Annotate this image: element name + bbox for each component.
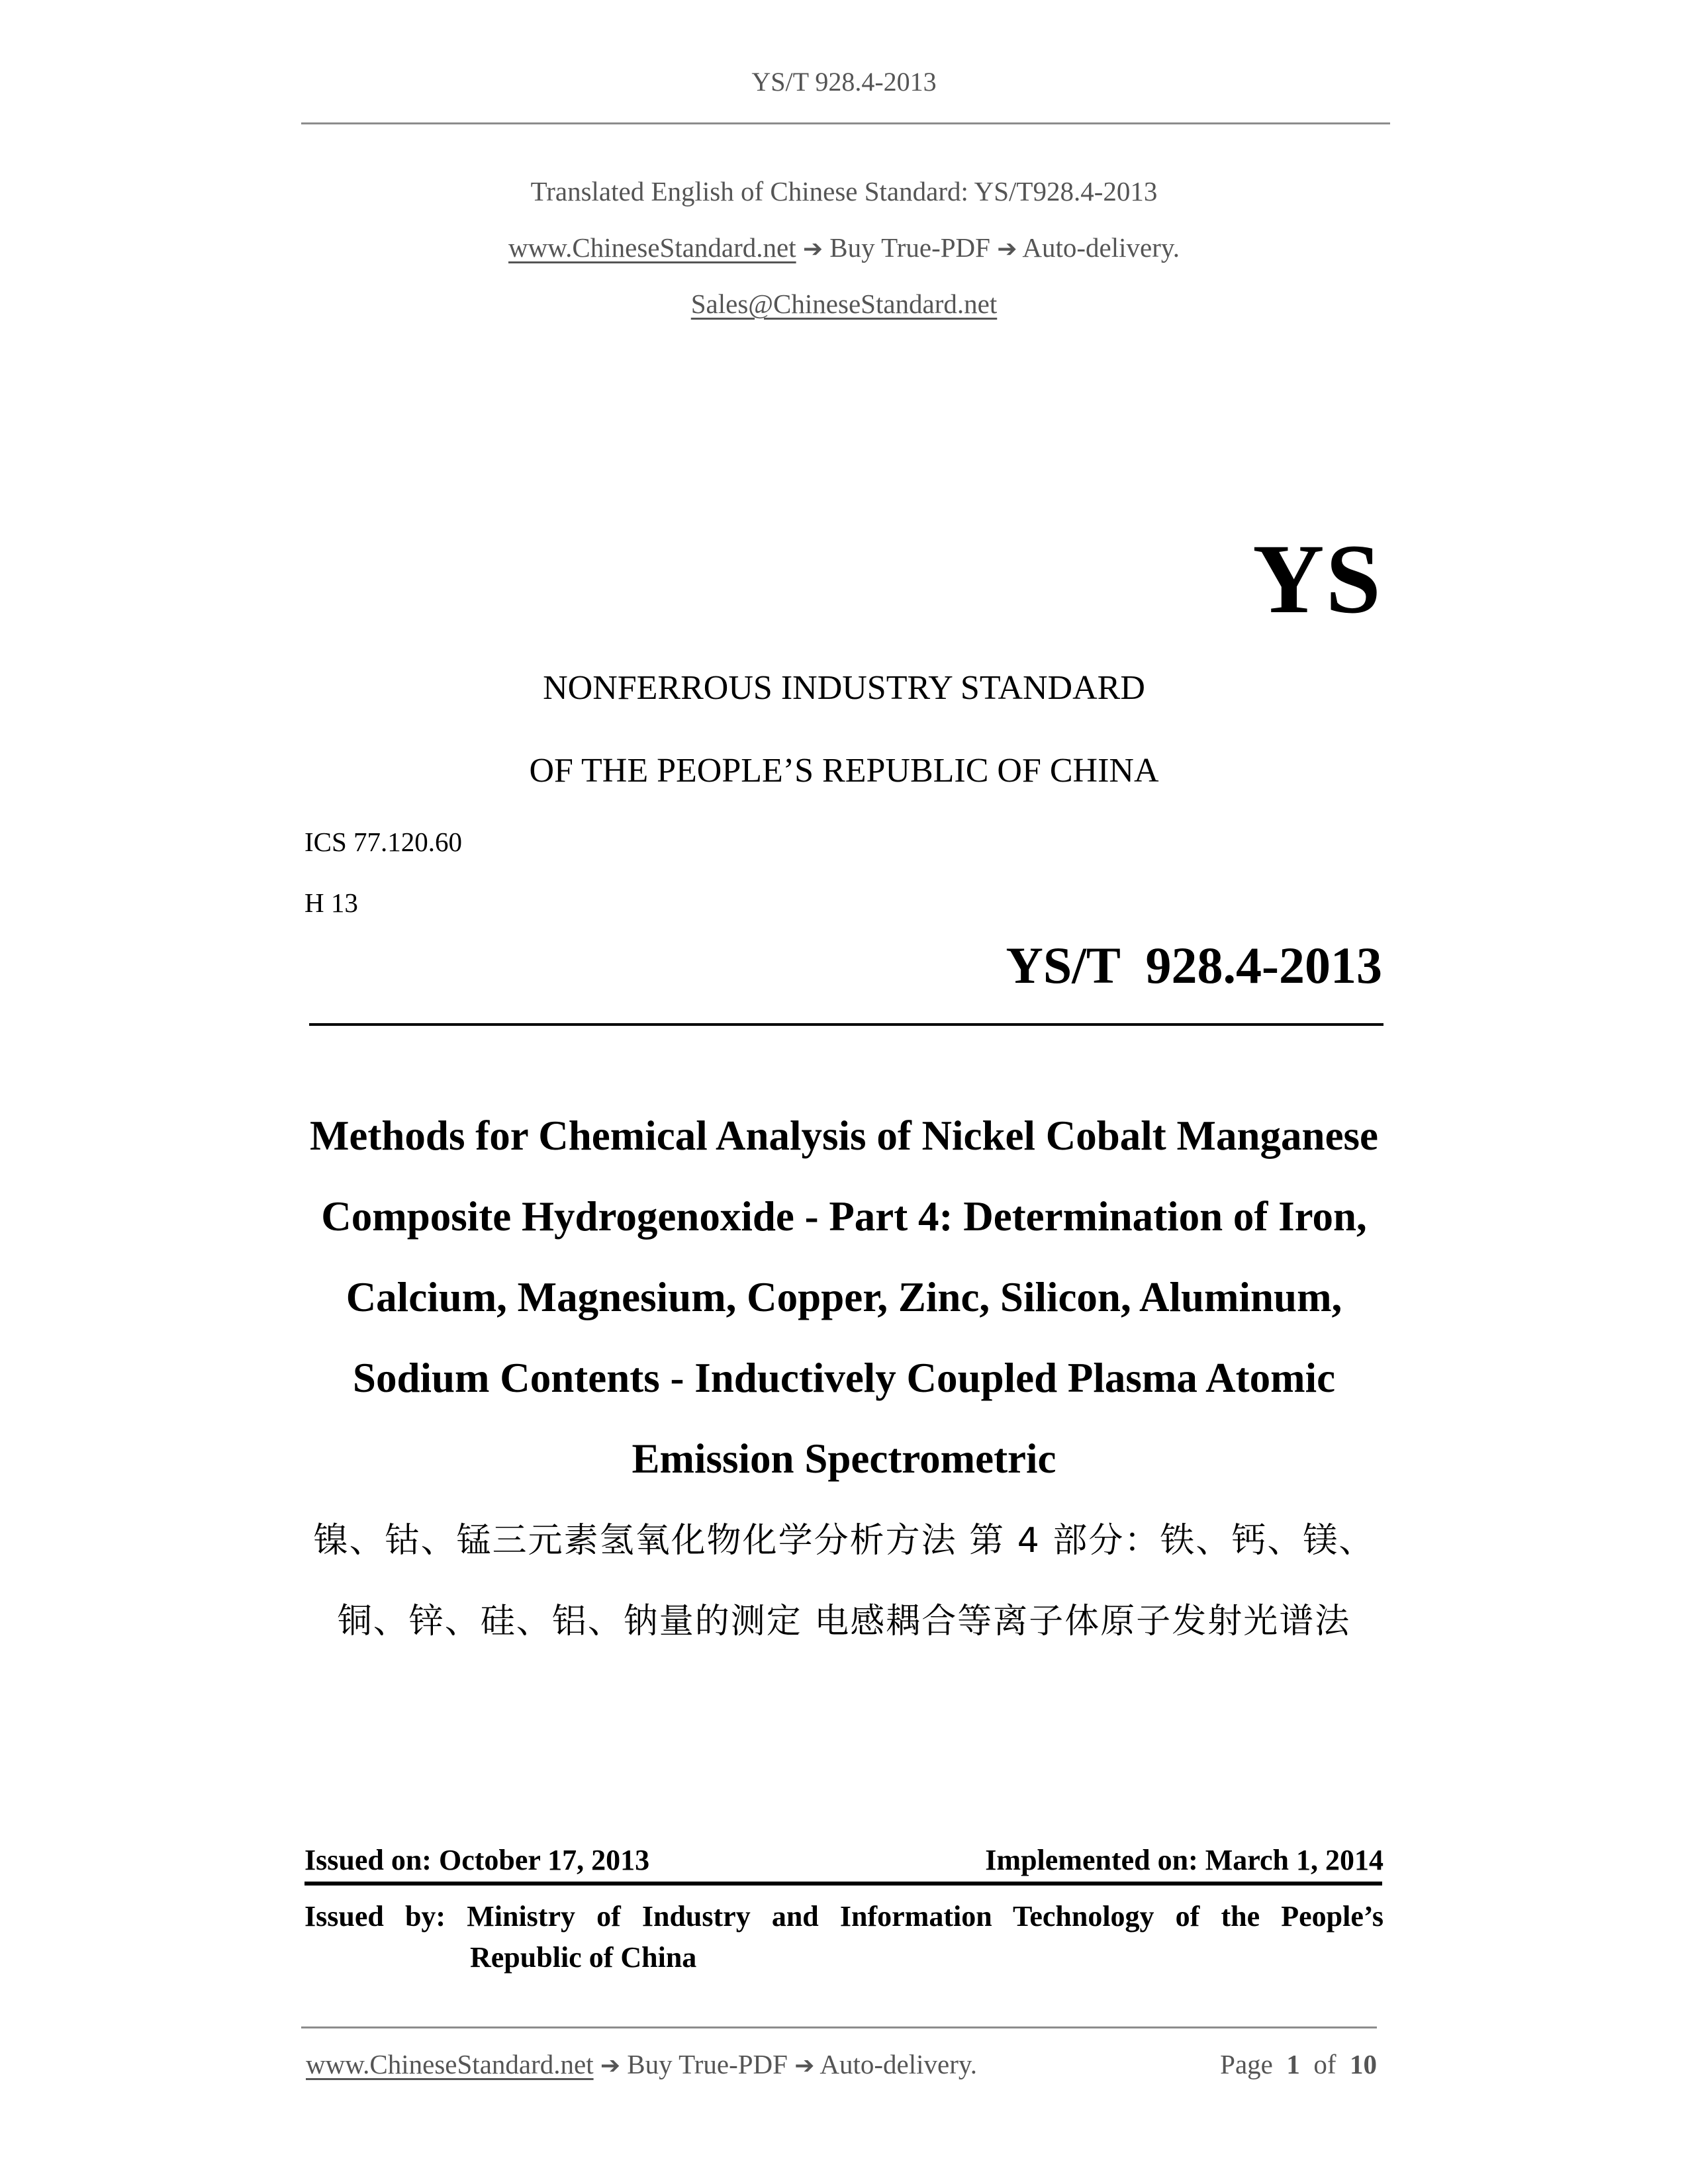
footer-divider [301,2026,1377,2028]
page-indicator [1220,2048,1377,2080]
auto-delivery-text: Auto-delivery. [1022,232,1180,263]
page-current: 1 [1286,2049,1300,2079]
issued-on: Issued on: October 17, 2013 [305,1844,650,1876]
footer-promo [306,2048,977,2080]
arrow-right-icon: ➔ [794,2052,815,2079]
issued-by-line-1: Issued by: Ministry of Industry and Information Technology of the People’s [305,1900,1383,1933]
org-line-2: OF THE PEOPLE’S REPUBLIC OF CHINA [529,752,1159,790]
implemented-on: Implemented on: March 1, 2014 [985,1844,1383,1876]
title-en-line-3: Calcium, Magnesium, Copper, Zinc, Silicon, Aluminum, [346,1274,1342,1320]
ys-logo: YS [1252,524,1382,634]
ics-code: ICS 77.120.60 [305,827,463,857]
dates-divider [305,1882,1382,1886]
footer [306,2048,1377,2080]
issued-by-line-2: Republic of China [470,1941,697,1974]
arrow-right-icon: ➔ [600,2052,621,2079]
dates-row [305,1843,1383,1877]
page-total: 10 [1350,2049,1377,2079]
buy-true-pdf-text: Buy True-PDF [829,232,990,263]
sales-email-link[interactable]: Sales@ChineseStandard.net [690,289,998,319]
title-zh-line-1: 镍、钴、锰三元素氢氧化物化学分析方法 第 4 部分：铁、钙、镁、 [313,1521,1375,1561]
header-divider [301,122,1390,124]
title-en-line-2: Composite Hydrogenoxide - Part 4: Determination of Iron, [321,1193,1367,1240]
page-of: of [1313,2049,1336,2079]
page-label: Page [1220,2049,1273,2079]
arrow-right-icon: ➔ [997,236,1017,263]
running-header: YS/T 928.4-2013 [751,67,937,97]
translated-notice: Translated English of Chinese Standard: YS/T928.4-2013 [530,176,1158,206]
standard-number: YS/T 928.4-2013 [1006,936,1382,994]
footer-delivery-text: Auto-delivery. [820,2049,977,2079]
footer-site-link[interactable]: www.ChineseStandard.net [306,2049,594,2079]
title-en-line-4: Sodium Contents - Inductively Coupled Plasma Atomic [352,1355,1336,1401]
promo-line [0,232,1688,263]
standard-number-divider [309,1023,1383,1026]
site-link[interactable]: www.ChineseStandard.net [508,232,796,263]
ccs-code: H 13 [305,887,358,918]
arrow-right-icon: ➔ [802,236,823,263]
title-zh-line-2: 铜、锌、硅、铝、钠量的测定 电感耦合等离子体原子发射光谱法 [337,1602,1351,1641]
title-en-line-1: Methods for Chemical Analysis of Nickel Cobalt Manganese [309,1113,1379,1159]
footer-buy-text: Buy True-PDF [627,2049,788,2079]
email-line [0,288,1688,320]
org-line-1: NONFERROUS INDUSTRY STANDARD [543,669,1145,707]
title-en-line-5: Emission Spectrometric [632,1435,1056,1482]
